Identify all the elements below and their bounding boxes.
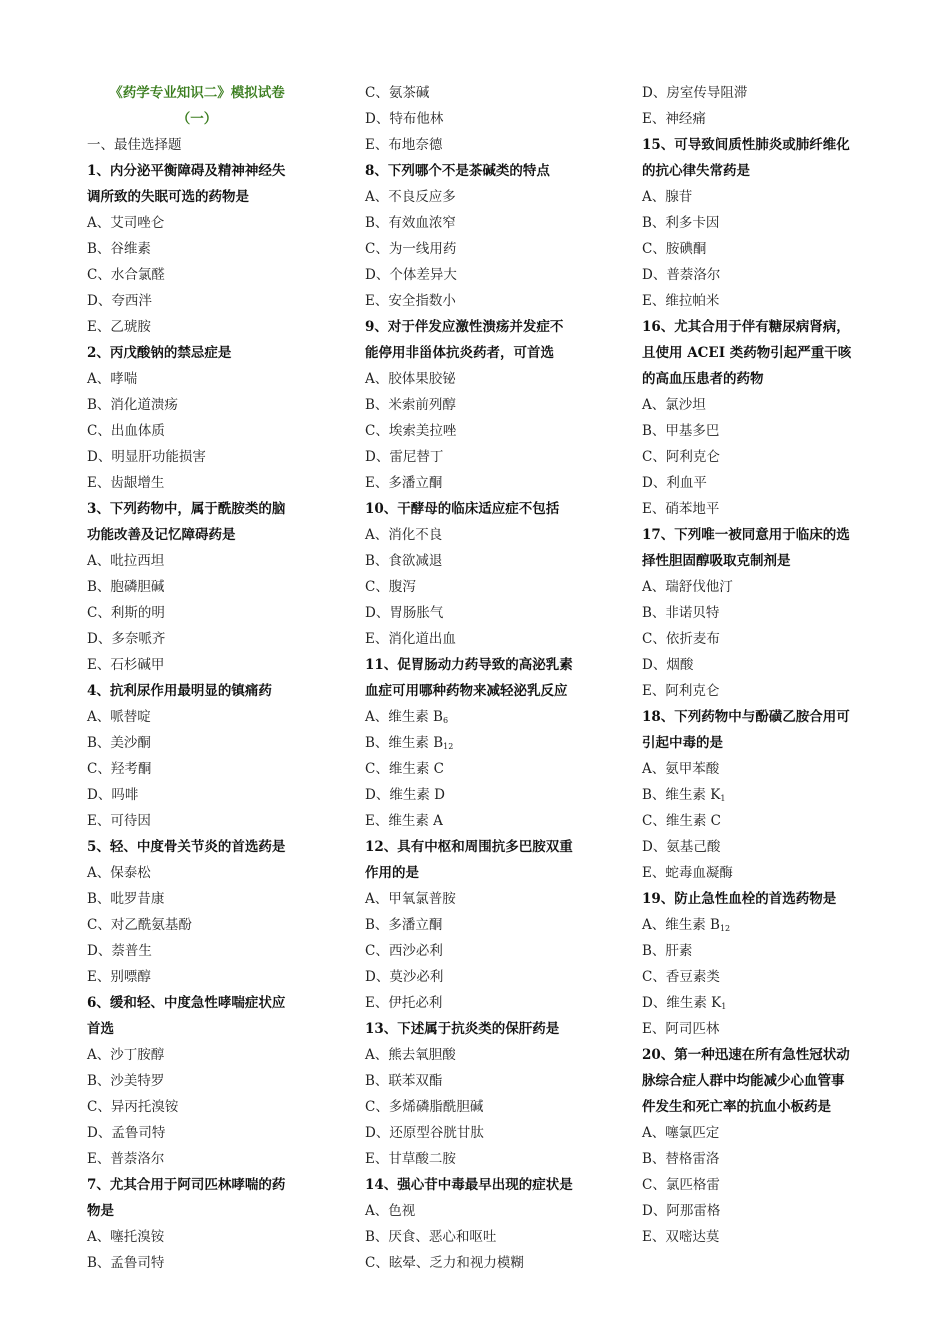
answer-option xyxy=(365,704,635,730)
answer-option xyxy=(642,262,912,288)
option-label: A、腺苷 xyxy=(642,189,693,205)
answer-option xyxy=(642,990,912,1016)
question-line: 脉综合症人群中均能减少心血管事 xyxy=(642,1073,845,1089)
answer-option xyxy=(365,392,635,418)
option-label: A、噻氯匹定 xyxy=(642,1125,720,1141)
answer-option xyxy=(87,1250,357,1276)
answer-option xyxy=(365,1146,635,1172)
answer-option xyxy=(642,600,912,626)
option-label: A、氨甲苯酸 xyxy=(642,761,720,777)
option-label: B、利多卡因 xyxy=(642,215,720,231)
answer-option xyxy=(642,1172,912,1198)
option-label: E、普萘洛尔 xyxy=(87,1151,165,1167)
answer-option xyxy=(87,470,357,496)
answer-option xyxy=(365,1198,635,1224)
answer-option xyxy=(642,418,912,444)
answer-option xyxy=(642,938,912,964)
option-label: D、多奈哌齐 xyxy=(87,631,166,647)
answer-option xyxy=(87,886,357,912)
question-text xyxy=(87,990,357,1016)
question-line: 调所致的失眠可选的药物是 xyxy=(87,189,249,205)
question-text xyxy=(365,652,635,678)
answer-option xyxy=(365,106,635,132)
exam-title: 《药学专业知识二》模拟试卷 xyxy=(109,85,285,101)
answer-option xyxy=(642,912,912,938)
option-label: E、石杉碱甲 xyxy=(87,657,165,673)
answer-option xyxy=(642,444,912,470)
question-text xyxy=(365,158,635,184)
option-label: D、维生素 K xyxy=(642,995,722,1011)
option-label: B、联苯双酯 xyxy=(365,1073,443,1089)
answer-option xyxy=(87,548,357,574)
question-line: 16、尤其合用于伴有糖尿病肾病， xyxy=(642,319,850,335)
answer-option xyxy=(642,470,912,496)
option-label: C、眩晕、乏力和视力模糊 xyxy=(365,1255,524,1271)
answer-option xyxy=(365,808,635,834)
question-text xyxy=(365,834,635,860)
option-label: A、熊去氧胆酸 xyxy=(365,1047,456,1063)
option-label: C、香豆素类 xyxy=(642,969,720,985)
col1-lines xyxy=(87,158,357,1276)
answer-option xyxy=(87,418,357,444)
option-label: B、消化道溃疡 xyxy=(87,397,178,413)
option-label: E、双嘧达莫 xyxy=(642,1229,720,1245)
option-label: D、胃肠胀气 xyxy=(365,605,444,621)
option-label: E、神经痛 xyxy=(642,111,706,127)
question-text xyxy=(642,886,912,912)
answer-option xyxy=(642,860,912,886)
option-label: E、别嘌醇 xyxy=(87,969,151,985)
answer-option xyxy=(642,678,912,704)
answer-option xyxy=(642,756,912,782)
question-line: 能停用非甾体抗炎药者，可首选 xyxy=(365,345,554,361)
answer-option xyxy=(87,600,357,626)
option-label: E、硝苯地平 xyxy=(642,501,720,517)
question-text xyxy=(642,340,912,366)
answer-option xyxy=(87,938,357,964)
answer-option xyxy=(365,522,635,548)
answer-option xyxy=(642,782,912,808)
option-label: A、甲氧氯普胺 xyxy=(365,891,456,907)
question-text xyxy=(365,860,635,886)
option-label: B、孟鲁司特 xyxy=(87,1255,165,1271)
question-line: 的高血压患者的药物 xyxy=(642,371,764,387)
answer-option xyxy=(365,938,635,964)
question-text xyxy=(87,1016,357,1042)
option-label: A、哮喘 xyxy=(87,371,138,387)
exam-subtitle: （一） xyxy=(176,111,218,127)
option-label: C、为一线用药 xyxy=(365,241,457,257)
answer-option xyxy=(642,392,912,418)
option-label: C、利斯的明 xyxy=(87,605,165,621)
answer-option xyxy=(642,1016,912,1042)
question-line: 功能改善及记忆障碍药是 xyxy=(87,527,236,543)
answer-option xyxy=(642,106,912,132)
option-label: E、布地奈德 xyxy=(365,137,443,153)
option-label: A、保泰松 xyxy=(87,865,151,881)
answer-option xyxy=(365,444,635,470)
answer-option xyxy=(642,834,912,860)
option-label: D、房室传导阻滞 xyxy=(642,85,748,101)
question-text xyxy=(365,314,635,340)
answer-option xyxy=(365,1224,635,1250)
answer-option xyxy=(642,1120,912,1146)
option-label: D、阿那雷格 xyxy=(642,1203,721,1219)
option-label: B、甲基多巴 xyxy=(642,423,720,439)
option-label: C、氨茶碱 xyxy=(365,85,430,101)
question-line: 件发生和死亡率的抗血小板药是 xyxy=(642,1099,831,1115)
question-line: 的抗心律失常药是 xyxy=(642,163,750,179)
column-middle xyxy=(365,80,635,1276)
option-label: E、维拉帕米 xyxy=(642,293,720,309)
answer-option xyxy=(365,288,635,314)
answer-option xyxy=(87,574,357,600)
option-label: D、个体差异大 xyxy=(365,267,457,283)
answer-option xyxy=(87,288,357,314)
option-label: C、羟考酮 xyxy=(87,761,152,777)
answer-option xyxy=(365,1120,635,1146)
option-label: A、吡拉西坦 xyxy=(87,553,165,569)
question-line: 4、抗利尿作用最明显的镇痛药 xyxy=(87,683,272,699)
question-text xyxy=(642,1042,912,1068)
answer-option xyxy=(365,132,635,158)
option-label: B、维生素 K xyxy=(642,787,721,803)
answer-option xyxy=(87,262,357,288)
option-label: B、厌食、恶心和呕吐 xyxy=(365,1229,497,1245)
option-label: C、出血体质 xyxy=(87,423,165,439)
question-text xyxy=(642,704,912,730)
subscript: 1 xyxy=(720,794,726,803)
option-label: A、沙丁胺醇 xyxy=(87,1047,165,1063)
answer-option xyxy=(87,1120,357,1146)
question-line: 6、缓和轻、中度急性哮喘症状应 xyxy=(87,995,286,1011)
answer-option xyxy=(87,314,357,340)
answer-option xyxy=(642,652,912,678)
question-text xyxy=(87,184,357,210)
question-line: 引起中毒的是 xyxy=(642,735,723,751)
option-label: C、埃索美拉唑 xyxy=(365,423,457,439)
option-label: E、阿利克仑 xyxy=(642,683,720,699)
question-line: 7、尤其合用于阿司匹林哮喘的药 xyxy=(87,1177,286,1193)
answer-option xyxy=(642,184,912,210)
option-label: D、氨基己酸 xyxy=(642,839,721,855)
answer-option xyxy=(87,1146,357,1172)
option-label: B、美沙酮 xyxy=(87,735,151,751)
subscript: 1 xyxy=(721,1002,727,1011)
answer-option xyxy=(365,782,635,808)
answer-option xyxy=(365,210,635,236)
answer-option xyxy=(642,626,912,652)
answer-option xyxy=(365,964,635,990)
option-label: D、还原型谷胱甘肽 xyxy=(365,1125,484,1141)
question-line: 12、具有中枢和周围抗多巴胺双重 xyxy=(365,839,573,855)
answer-option xyxy=(642,236,912,262)
question-line: 作用的是 xyxy=(365,865,419,881)
answer-option xyxy=(642,1198,912,1224)
question-line: 1、内分泌平衡障碍及精神神经失 xyxy=(87,163,286,179)
option-label: C、阿利克仑 xyxy=(642,449,720,465)
column-right xyxy=(642,80,912,1250)
answer-option xyxy=(87,912,357,938)
answer-option xyxy=(642,964,912,990)
answer-option xyxy=(365,418,635,444)
column-left xyxy=(87,80,357,1276)
option-label: E、甘草酸二胺 xyxy=(365,1151,456,1167)
answer-option xyxy=(365,574,635,600)
question-line: 2、丙戊酸钠的禁忌症是 xyxy=(87,345,232,361)
answer-option xyxy=(642,1224,912,1250)
answer-option xyxy=(87,236,357,262)
question-text xyxy=(87,678,357,704)
option-label: D、孟鲁司特 xyxy=(87,1125,166,1141)
option-label: B、肝素 xyxy=(642,943,693,959)
option-label: D、萘普生 xyxy=(87,943,152,959)
question-line: 13、下述属于抗炎类的保肝药是 xyxy=(365,1021,560,1037)
answer-option xyxy=(642,808,912,834)
question-line: 择性胆固醇吸取克制剂是 xyxy=(642,553,791,569)
question-line: 3、下列药物中，属于酰胺类的脑 xyxy=(87,501,286,517)
option-label: B、食欲减退 xyxy=(365,553,443,569)
option-label: B、维生素 B xyxy=(365,735,444,751)
question-text xyxy=(365,340,635,366)
answer-option xyxy=(365,366,635,392)
option-label: A、哌替啶 xyxy=(87,709,151,725)
answer-option xyxy=(642,496,912,522)
option-label: B、胞磷胆碱 xyxy=(87,579,165,595)
option-label: D、明显肝功能损害 xyxy=(87,449,206,465)
option-label: A、消化不良 xyxy=(365,527,443,543)
option-label: E、伊托必利 xyxy=(365,995,443,1011)
option-label: C、腹泻 xyxy=(365,579,416,595)
option-label: A、噻托溴铵 xyxy=(87,1229,165,1245)
question-text xyxy=(87,1172,357,1198)
option-label: D、烟酸 xyxy=(642,657,694,673)
option-label: C、对乙酰氨基酚 xyxy=(87,917,192,933)
option-label: D、利血平 xyxy=(642,475,707,491)
option-label: B、沙美特罗 xyxy=(87,1073,165,1089)
answer-option xyxy=(365,80,635,106)
answer-option xyxy=(365,600,635,626)
answer-option xyxy=(365,548,635,574)
question-text xyxy=(642,366,912,392)
answer-option xyxy=(365,236,635,262)
answer-option xyxy=(642,210,912,236)
answer-option xyxy=(87,964,357,990)
option-label: A、氯沙坦 xyxy=(642,397,706,413)
question-text xyxy=(87,158,357,184)
option-label: C、胺碘酮 xyxy=(642,241,707,257)
question-text xyxy=(365,678,635,704)
question-line: 10、干酵母的临床适应症不包括 xyxy=(365,501,560,517)
question-line: 14、强心苷中毒最早出现的症状是 xyxy=(365,1177,573,1193)
option-label: A、胶体果胶铋 xyxy=(365,371,456,387)
option-label: E、齿龈增生 xyxy=(87,475,165,491)
answer-option xyxy=(87,652,357,678)
question-line: 18、下列药物中与酚磺乙胺合用可 xyxy=(642,709,850,725)
answer-option xyxy=(365,1042,635,1068)
answer-option xyxy=(365,756,635,782)
option-label: E、安全指数小 xyxy=(365,293,456,309)
answer-option xyxy=(365,262,635,288)
answer-option xyxy=(365,912,635,938)
option-label: C、维生素 C xyxy=(365,761,444,777)
answer-option xyxy=(365,626,635,652)
answer-option xyxy=(365,1094,635,1120)
question-text xyxy=(87,834,357,860)
question-line: 5、轻、中度骨关节炎的首选药是 xyxy=(87,839,286,855)
question-text xyxy=(642,1094,912,1120)
question-line: 8、下列哪个不是茶碱类的特点 xyxy=(365,163,550,179)
option-label: C、异丙托溴铵 xyxy=(87,1099,179,1115)
answer-option xyxy=(87,210,357,236)
option-label: E、蛇毒血凝酶 xyxy=(642,865,733,881)
answer-option xyxy=(642,574,912,600)
option-label: B、米索前列醇 xyxy=(365,397,456,413)
answer-option xyxy=(642,288,912,314)
answer-option xyxy=(87,1094,357,1120)
question-line: 19、防止急性血栓的首选药物是 xyxy=(642,891,837,907)
option-label: C、水合氯醛 xyxy=(87,267,165,283)
question-text xyxy=(365,496,635,522)
option-label: A、维生素 B xyxy=(642,917,720,933)
question-text xyxy=(642,730,912,756)
option-label: D、吗啡 xyxy=(87,787,139,803)
answer-option xyxy=(87,782,357,808)
answer-option xyxy=(365,184,635,210)
option-label: A、不良反应多 xyxy=(365,189,456,205)
option-label: E、乙琥胺 xyxy=(87,319,151,335)
option-label: E、可待因 xyxy=(87,813,151,829)
option-label: A、瑞舒伐他汀 xyxy=(642,579,733,595)
answer-option xyxy=(87,704,357,730)
subscript: 12 xyxy=(443,742,454,751)
option-label: D、莫沙必利 xyxy=(365,969,444,985)
answer-option xyxy=(365,730,635,756)
option-label: A、艾司唑仑 xyxy=(87,215,165,231)
section-heading: 一、最佳选择题 xyxy=(87,137,182,153)
question-line: 15、可导致间质性肺炎或肺纤维化 xyxy=(642,137,850,153)
answer-option xyxy=(87,860,357,886)
question-text xyxy=(87,496,357,522)
answer-option xyxy=(87,392,357,418)
option-label: C、西沙必利 xyxy=(365,943,443,959)
col3-lines xyxy=(642,80,912,1250)
answer-option xyxy=(87,366,357,392)
question-text xyxy=(365,1016,635,1042)
subscript: 12 xyxy=(719,924,731,933)
col2-lines xyxy=(365,80,635,1276)
option-label: B、有效血浓窄 xyxy=(365,215,456,231)
option-label: B、吡罗昔康 xyxy=(87,891,165,907)
question-text xyxy=(642,132,912,158)
question-line: 17、下列唯一被同意用于临床的选 xyxy=(642,527,850,543)
answer-option xyxy=(365,990,635,1016)
question-text xyxy=(642,522,912,548)
option-label: E、阿司匹林 xyxy=(642,1021,720,1037)
question-text xyxy=(365,1172,635,1198)
answer-option xyxy=(87,1068,357,1094)
option-label: A、维生素 B xyxy=(365,709,443,725)
option-label: E、消化道出血 xyxy=(365,631,456,647)
answer-option xyxy=(87,626,357,652)
option-label: A、色视 xyxy=(365,1203,416,1219)
option-label: D、雷尼替丁 xyxy=(365,449,444,465)
answer-option xyxy=(642,1146,912,1172)
option-label: D、特布他林 xyxy=(365,111,444,127)
question-line: 首选 xyxy=(87,1021,114,1037)
option-label: B、非诺贝特 xyxy=(642,605,720,621)
subscript: 6 xyxy=(442,716,449,725)
option-label: B、替格雷洛 xyxy=(642,1151,720,1167)
option-label: D、普萘洛尔 xyxy=(642,267,721,283)
question-text xyxy=(642,1068,912,1094)
question-line: 20、第一种迅速在所有急性冠状动 xyxy=(642,1047,850,1063)
question-line: 且使用 ACEI 类药物引起严重干咳 xyxy=(642,345,852,361)
answer-option xyxy=(87,1224,357,1250)
question-text xyxy=(87,1198,357,1224)
option-label: E、维生素 A xyxy=(365,813,443,829)
option-label: D、维生素 D xyxy=(365,787,445,803)
option-label: D、夸西泮 xyxy=(87,293,152,309)
answer-option xyxy=(365,470,635,496)
answer-option xyxy=(642,80,912,106)
answer-option xyxy=(87,444,357,470)
question-line: 11、促胃肠动力药导致的高泌乳素 xyxy=(365,657,573,673)
option-label: B、谷维素 xyxy=(87,241,151,257)
option-label: E、多潘立酮 xyxy=(365,475,443,491)
option-label: C、依折麦布 xyxy=(642,631,720,647)
answer-option xyxy=(87,808,357,834)
question-text xyxy=(642,314,912,340)
option-label: B、多潘立酮 xyxy=(365,917,443,933)
question-line: 9、对于伴发应激性溃疡并发症不 xyxy=(365,319,564,335)
option-label: C、多烯磷脂酰胆碱 xyxy=(365,1099,484,1115)
answer-option xyxy=(87,756,357,782)
answer-option xyxy=(365,886,635,912)
answer-option xyxy=(365,1068,635,1094)
answer-option xyxy=(87,1042,357,1068)
question-line: 物是 xyxy=(87,1203,114,1219)
option-label: C、维生素 C xyxy=(642,813,721,829)
answer-option xyxy=(365,1250,635,1276)
option-label: C、氯匹格雷 xyxy=(642,1177,720,1193)
answer-option xyxy=(87,730,357,756)
question-text xyxy=(642,548,912,574)
question-line: 血症可用哪种药物来减轻泌乳反应 xyxy=(365,683,568,699)
question-text xyxy=(642,158,912,184)
question-text xyxy=(87,340,357,366)
question-text xyxy=(87,522,357,548)
